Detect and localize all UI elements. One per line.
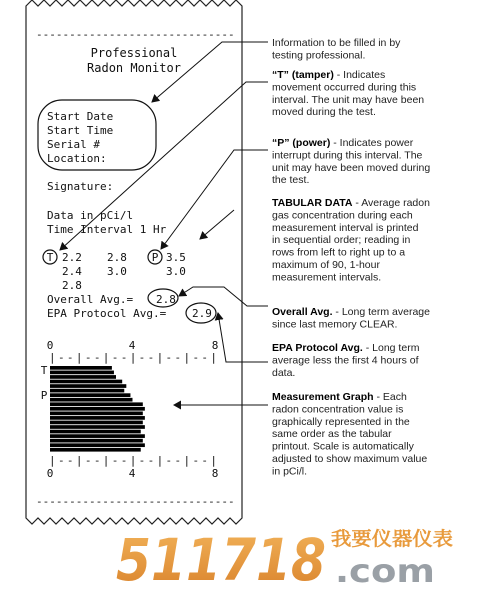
annotation-graph-text: radon concentration value is [272, 403, 404, 416]
row1-value2: 2.8 [107, 251, 127, 264]
graph-bar [50, 402, 143, 406]
watermark [116, 526, 453, 594]
graph-bottom-ruler: |--|--|--|--|--|--| [49, 454, 217, 467]
annotation-power-line [272, 149, 423, 161]
graph-bar [50, 389, 124, 393]
annotation-tamper-text: - Indicates [333, 69, 386, 81]
annotation-tamper-line [272, 106, 376, 118]
data-units: Data in pCi/l [47, 209, 134, 222]
printout-title-line2: Radon Monitor [87, 61, 181, 75]
annotation-epa-text: data. [272, 366, 296, 379]
graph-bar [50, 398, 133, 402]
row1-value1: 2.2 [62, 251, 82, 264]
annotation-tabular-text: in sequential order; reading in [272, 234, 411, 247]
graph-bar [50, 421, 143, 425]
annotation-power-line [272, 162, 430, 174]
watermark-domain: .com [335, 552, 435, 590]
printout-title-line1: Professional [90, 46, 178, 60]
annotation-graph-line [272, 391, 407, 403]
annotation-info-line [272, 49, 365, 61]
row2-value3: 3.0 [166, 265, 186, 278]
epa-avg-value: 2.9 [192, 307, 212, 320]
annotation-graph-line [272, 403, 403, 415]
field-start-time: Start Time [47, 124, 114, 137]
top-dashes: ------------------------------ [36, 28, 235, 41]
field-location: Location: [47, 152, 107, 165]
annotation-tabular-text: measurement interval is printed [272, 221, 419, 234]
annotation-tabular-title: TABULAR DATA [272, 197, 353, 209]
tamper-marker-t: T [46, 251, 54, 264]
row2-value2: 3.0 [107, 265, 127, 278]
graph-bottom-scale-0: 0 [46, 467, 54, 480]
annotation-power-text: unit may have been moved during [272, 161, 431, 174]
graph-bar [50, 443, 145, 447]
annotation-graph-text: - Each [373, 391, 407, 403]
graph-bar [50, 366, 112, 370]
annotation-power-text: - Indicates power [330, 137, 414, 149]
graph-bar [50, 412, 143, 416]
annotation-graph-text: printout. Scale is automatically [272, 440, 414, 453]
annotation-graph-line [272, 428, 392, 440]
annotation-info-text: Information to be filled in by [272, 37, 401, 49]
epa-avg-label: EPA Protocol Avg.= [47, 307, 167, 320]
annotation-overall-line [272, 318, 397, 330]
annotation-power-title: “P” (power) [272, 137, 331, 149]
annotation-tabular-line [272, 247, 405, 259]
annotation-epa-text: - Long term [362, 342, 420, 354]
graph-marker-p: P [40, 389, 48, 402]
annotation-graph-text: adjusted to show maximum value [272, 453, 428, 465]
watermark-chinese: 我要仪器仪表 [331, 528, 446, 550]
annotation-epa-title: EPA Protocol Avg. [272, 342, 363, 354]
graph-bar [50, 448, 141, 452]
field-signature: Signature: [47, 180, 114, 193]
graph-bar [50, 384, 126, 388]
graph-bar [50, 393, 130, 397]
annotation-epa-line [272, 367, 295, 379]
annotation-tabular-text: gas concentration during each [272, 209, 413, 222]
annotation-tabular-text: maximum of 90, 1-hour [272, 259, 380, 271]
annotation-epa-line [272, 354, 419, 366]
annotation-overall-text: - Long term average [332, 306, 430, 318]
annotation-graph-line [272, 416, 410, 428]
graph-bar [50, 371, 114, 375]
annotation-graph-text: in pCi/l. [272, 465, 308, 478]
graph-bar [50, 430, 141, 434]
row2-value1: 2.4 [62, 265, 82, 278]
annotation-tamper-line [272, 94, 424, 106]
annotation-graph-text: graphically represented in the [272, 415, 410, 428]
annotation-tamper-title: “T” (tamper) [272, 69, 334, 81]
overall-avg-value: 2.8 [156, 293, 176, 306]
watermark-number: 511718 [116, 526, 326, 594]
annotation-tamper-text: interval. The unit may have been [272, 93, 425, 106]
annotation-power-text: interrupt during this interval. The [272, 149, 423, 162]
annotation-overall-text: since last memory CLEAR. [272, 318, 398, 331]
annotation-graph-line [272, 441, 415, 453]
graph-top-ruler: |--|--|--|--|--|--| [49, 351, 217, 364]
annotation-power-line [272, 137, 414, 149]
annotation-info-line [272, 37, 401, 49]
annotation-tabular-line [272, 209, 413, 221]
graph-top-scale-4: 4 [128, 339, 136, 352]
annotation-tabular-text: rows from left to right up to a [272, 246, 406, 259]
graph-bar [50, 416, 145, 420]
graph-bottom-scale-8: 8 [211, 467, 219, 480]
graph-marker-t: T [40, 364, 48, 377]
graph-top-scale-8: 8 [211, 339, 219, 352]
graph-bar [50, 375, 116, 379]
graph-bar [50, 425, 145, 429]
graph-top-scale-0: 0 [46, 339, 54, 352]
graph-bar [50, 380, 122, 384]
annotation-epa-text: average less the first 4 hours of [272, 354, 419, 367]
annotation-tamper-line [272, 81, 416, 93]
annotation-tabular-line [272, 197, 430, 209]
annotation-overall-title: Overall Avg. [272, 306, 333, 318]
annotation-info-text: testing professional. [272, 49, 366, 62]
annotation-tamper-text: movement occurred during this [272, 81, 417, 94]
graph-bar [50, 439, 143, 443]
field-start-date: Start Date [47, 110, 114, 123]
annotation-epa-line [272, 342, 420, 354]
annotation-tabular-text: - Average radon [352, 197, 430, 209]
graph-bar [50, 434, 145, 438]
annotation-tabular-text: measurement intervals. [272, 271, 382, 284]
annotation-texts [272, 37, 430, 477]
annotation-graph-title: Measurement Graph [272, 391, 374, 403]
annotation-graph-line [272, 465, 307, 477]
annotation-power-text: the test. [272, 174, 310, 187]
field-serial: Serial # [47, 138, 100, 151]
annotation-tamper-text: moved during the test. [272, 106, 376, 119]
overall-avg-label: Overall Avg.= [47, 293, 134, 306]
annotation-tamper-line [272, 69, 385, 81]
annotation-graph-line [272, 453, 427, 465]
annotation-tabular-line [272, 234, 411, 246]
row1-value3: 3.5 [166, 251, 186, 264]
bottom-dashes: ------------------------------ [36, 495, 235, 508]
graph-bottom-scale-4: 4 [128, 467, 136, 480]
power-marker-p: P [151, 251, 159, 264]
graph-bar [50, 407, 145, 411]
annotation-power-line [272, 174, 309, 186]
annotation-tabular-line [272, 222, 419, 234]
annotation-overall-line [272, 306, 430, 318]
time-interval: Time Interval 1 Hr [47, 223, 167, 236]
annotation-tabular-line [272, 259, 380, 271]
annotation-graph-text: same order as the tabular [272, 428, 392, 441]
annotation-tabular-line [272, 271, 381, 283]
row3-value1: 2.8 [62, 279, 82, 292]
